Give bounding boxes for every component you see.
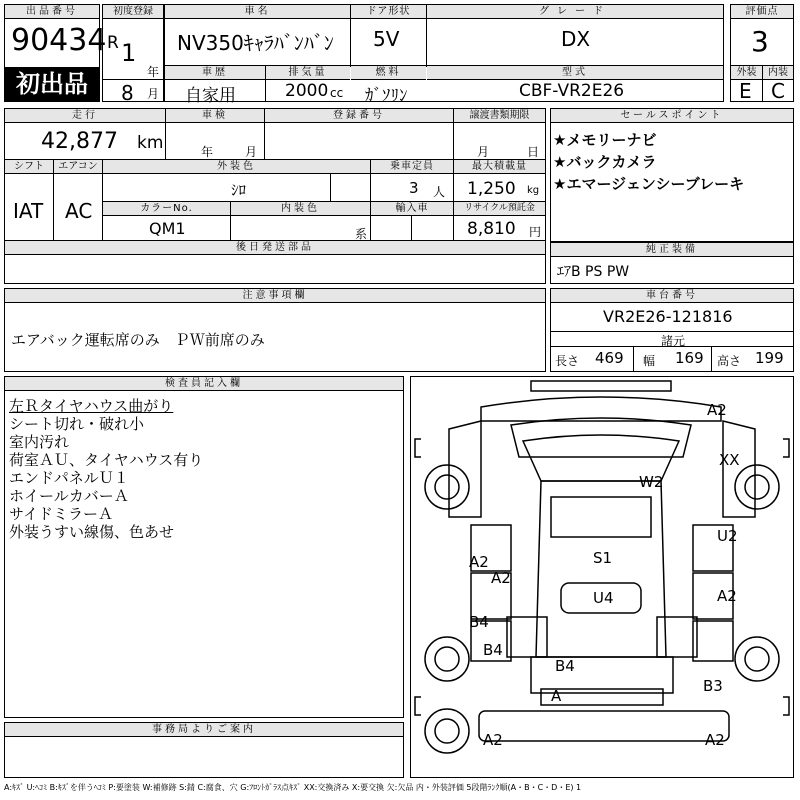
car-info-box: [164, 4, 724, 106]
inspector-note: シート切れ・破れ小: [9, 415, 145, 433]
score: 3: [751, 25, 769, 58]
sales-point: ★エマージェンシーブレーキ: [553, 175, 745, 193]
ac: AC: [65, 199, 93, 223]
damage-mark: A2: [717, 587, 737, 605]
damage-mark: A2: [491, 569, 511, 587]
inspector-note: 室内汚れ: [9, 433, 70, 451]
reg-year: 1: [121, 39, 137, 67]
equipment: ｴｱB PS PW: [557, 264, 630, 280]
inspector-note: サイドミラーＡ: [9, 505, 113, 523]
capacity: 3: [409, 179, 419, 197]
history: 自家用: [185, 86, 236, 106]
color-number: QM1: [149, 219, 186, 238]
vehicle-detail-box: [4, 108, 546, 284]
capacity-label: 乗車定員: [371, 160, 453, 174]
chassis-number: VR2E26-121816: [603, 307, 733, 326]
damage-marks: [469, 401, 740, 749]
disp-label: 排気量: [266, 66, 350, 80]
ext-grade: E: [739, 79, 752, 103]
equip-label: 純正装備: [551, 243, 793, 257]
car-label: 車名: [165, 5, 350, 19]
displacement: 2000: [285, 81, 329, 101]
sales-label: セールスポイント: [551, 109, 793, 123]
sales-points-box: [550, 108, 794, 242]
mileage-label: 走行: [5, 109, 165, 123]
reg-month: 8: [121, 81, 134, 105]
grade: DX: [561, 27, 591, 51]
load-label: 最大積載量: [454, 160, 545, 174]
load-unit: kg: [527, 185, 540, 196]
inspector-label: 検査員記入欄: [5, 377, 403, 391]
length: 469: [595, 349, 624, 367]
damage-mark: A2: [707, 401, 727, 419]
recycle-label: リサイクル預託金: [454, 202, 545, 216]
damage-diagram-box: [410, 376, 794, 778]
damage-mark: U4: [593, 589, 614, 607]
inspector-note: 左Ｒタイヤハウス曲がり: [9, 397, 174, 415]
length-label: 長さ: [555, 354, 580, 368]
damage-mark: B4: [469, 613, 489, 631]
lot-number: 90434: [11, 23, 107, 58]
doc-label: 譲渡書類期限: [454, 109, 545, 123]
doc-day: 日: [527, 145, 540, 159]
width: 169: [675, 349, 704, 367]
sales-point: ★メモリーナビ: [553, 131, 657, 149]
later-parts-label: 後日発送部品: [5, 241, 545, 255]
int-label: 内装: [762, 66, 793, 80]
inspect-label: 車検: [166, 109, 264, 123]
colorno-label: カラーNo.: [103, 202, 230, 216]
car-damage-diagram: [411, 377, 793, 777]
car-name: NV350ｷｬﾗﾊﾞﾝﾊﾞﾝ: [177, 31, 334, 55]
registration-box: [102, 4, 164, 105]
damage-mark: W2: [639, 473, 664, 491]
caution-text: エアバック運転席のみ ＰＷ前席のみ: [11, 331, 265, 349]
sales-point: ★バックカメラ: [553, 153, 657, 171]
damage-mark: A: [551, 687, 562, 705]
damage-mark: A2: [705, 731, 725, 749]
fuel-label: 燃料: [351, 66, 426, 80]
month-unit: 月: [147, 87, 160, 101]
lot-box: [4, 4, 107, 102]
damage-mark: B4: [483, 641, 503, 659]
ext-label: 外装: [731, 66, 762, 80]
height: 199: [755, 349, 784, 367]
lot-label: 出品番号: [5, 5, 99, 19]
inspect-year: 年: [201, 145, 214, 159]
model-label: 型式: [427, 66, 723, 80]
score-box: [730, 4, 794, 102]
door-type: 5V: [373, 27, 400, 51]
office-label: 事務局よりご案内: [5, 723, 403, 737]
disp-unit: cc: [330, 86, 344, 100]
mileage: 42,877: [41, 129, 118, 154]
inspector-note: 荷室ＡＵ、タイヤハウス有り: [9, 451, 204, 469]
shift: IAT: [13, 199, 44, 223]
inspector-note: 外装うすい線傷、色あせ: [9, 523, 175, 541]
damage-mark: B4: [555, 657, 575, 675]
chassis-label: 車台番号: [551, 289, 793, 303]
recycle-fee: 8,810: [467, 219, 516, 239]
max-load: 1,250: [467, 179, 516, 199]
capacity-unit: 人: [433, 185, 446, 199]
color-label: 外装色: [103, 160, 370, 174]
damage-mark: S1: [593, 549, 613, 567]
first-listing-badge: 初出品: [5, 67, 99, 101]
history-label: 車歴: [165, 66, 265, 80]
damage-mark: U2: [717, 527, 738, 545]
inspector-note: エンドパネルＵ１: [9, 469, 129, 487]
grade-label: グレード: [427, 5, 723, 19]
door-label: ドア形状: [351, 5, 426, 19]
score-label: 評価点: [731, 5, 793, 19]
width-label: 幅: [643, 354, 656, 368]
recycle-unit: 円: [529, 225, 542, 239]
damage-mark: XX: [719, 451, 740, 469]
caution-label: 注意事項欄: [5, 289, 545, 303]
ac-label: エアコン: [54, 160, 102, 174]
fuel: ｶﾞｿﾘﾝ: [365, 86, 408, 106]
damage-mark: A2: [469, 553, 489, 571]
model-code: CBF-VR2E26: [519, 81, 625, 101]
inspect-month: 月: [245, 145, 258, 159]
shift-label: シフト: [5, 160, 53, 174]
body-color: ｼﾛ: [231, 181, 247, 199]
office-box: [4, 722, 404, 778]
doc-month: 月: [477, 145, 490, 159]
caution-box: [4, 288, 546, 372]
intcolor-label: 内装色: [231, 202, 370, 216]
legend: A:ｷｽﾞ U:ﾍｺﾐ B:ｷｽﾞを伴うﾍｺﾐ P:要塗装 W:補修跡 S:錆 C:腐食、穴 G:ﾌﾛﾝﾄｶﾞﾗｽ点ｷｽﾞ XX:交換済み X:要交換 欠:欠品 内・外装評価 5段階ﾗﾝｸ順(A・B・C・D・E) 1: [4, 783, 582, 792]
damage-mark: B3: [703, 677, 723, 695]
dims-label: 諸元: [661, 334, 686, 348]
plate-label: 登録番号: [265, 109, 453, 123]
inspector-note: ホイールカバーＡ: [9, 487, 129, 505]
damage-mark: A2: [483, 731, 503, 749]
era: R: [107, 33, 119, 53]
year-unit: 年: [147, 65, 160, 79]
equipment-box: [550, 242, 794, 284]
reg-label: 初度登録: [103, 5, 163, 19]
chassis-box: [550, 288, 794, 372]
intcolor-unit: 系: [355, 227, 368, 241]
int-grade: C: [771, 79, 785, 103]
import-label: 輸入車: [371, 202, 453, 216]
inspector-box: [4, 376, 404, 718]
height-label: 高さ: [717, 354, 742, 368]
mileage-unit: km: [137, 133, 164, 153]
